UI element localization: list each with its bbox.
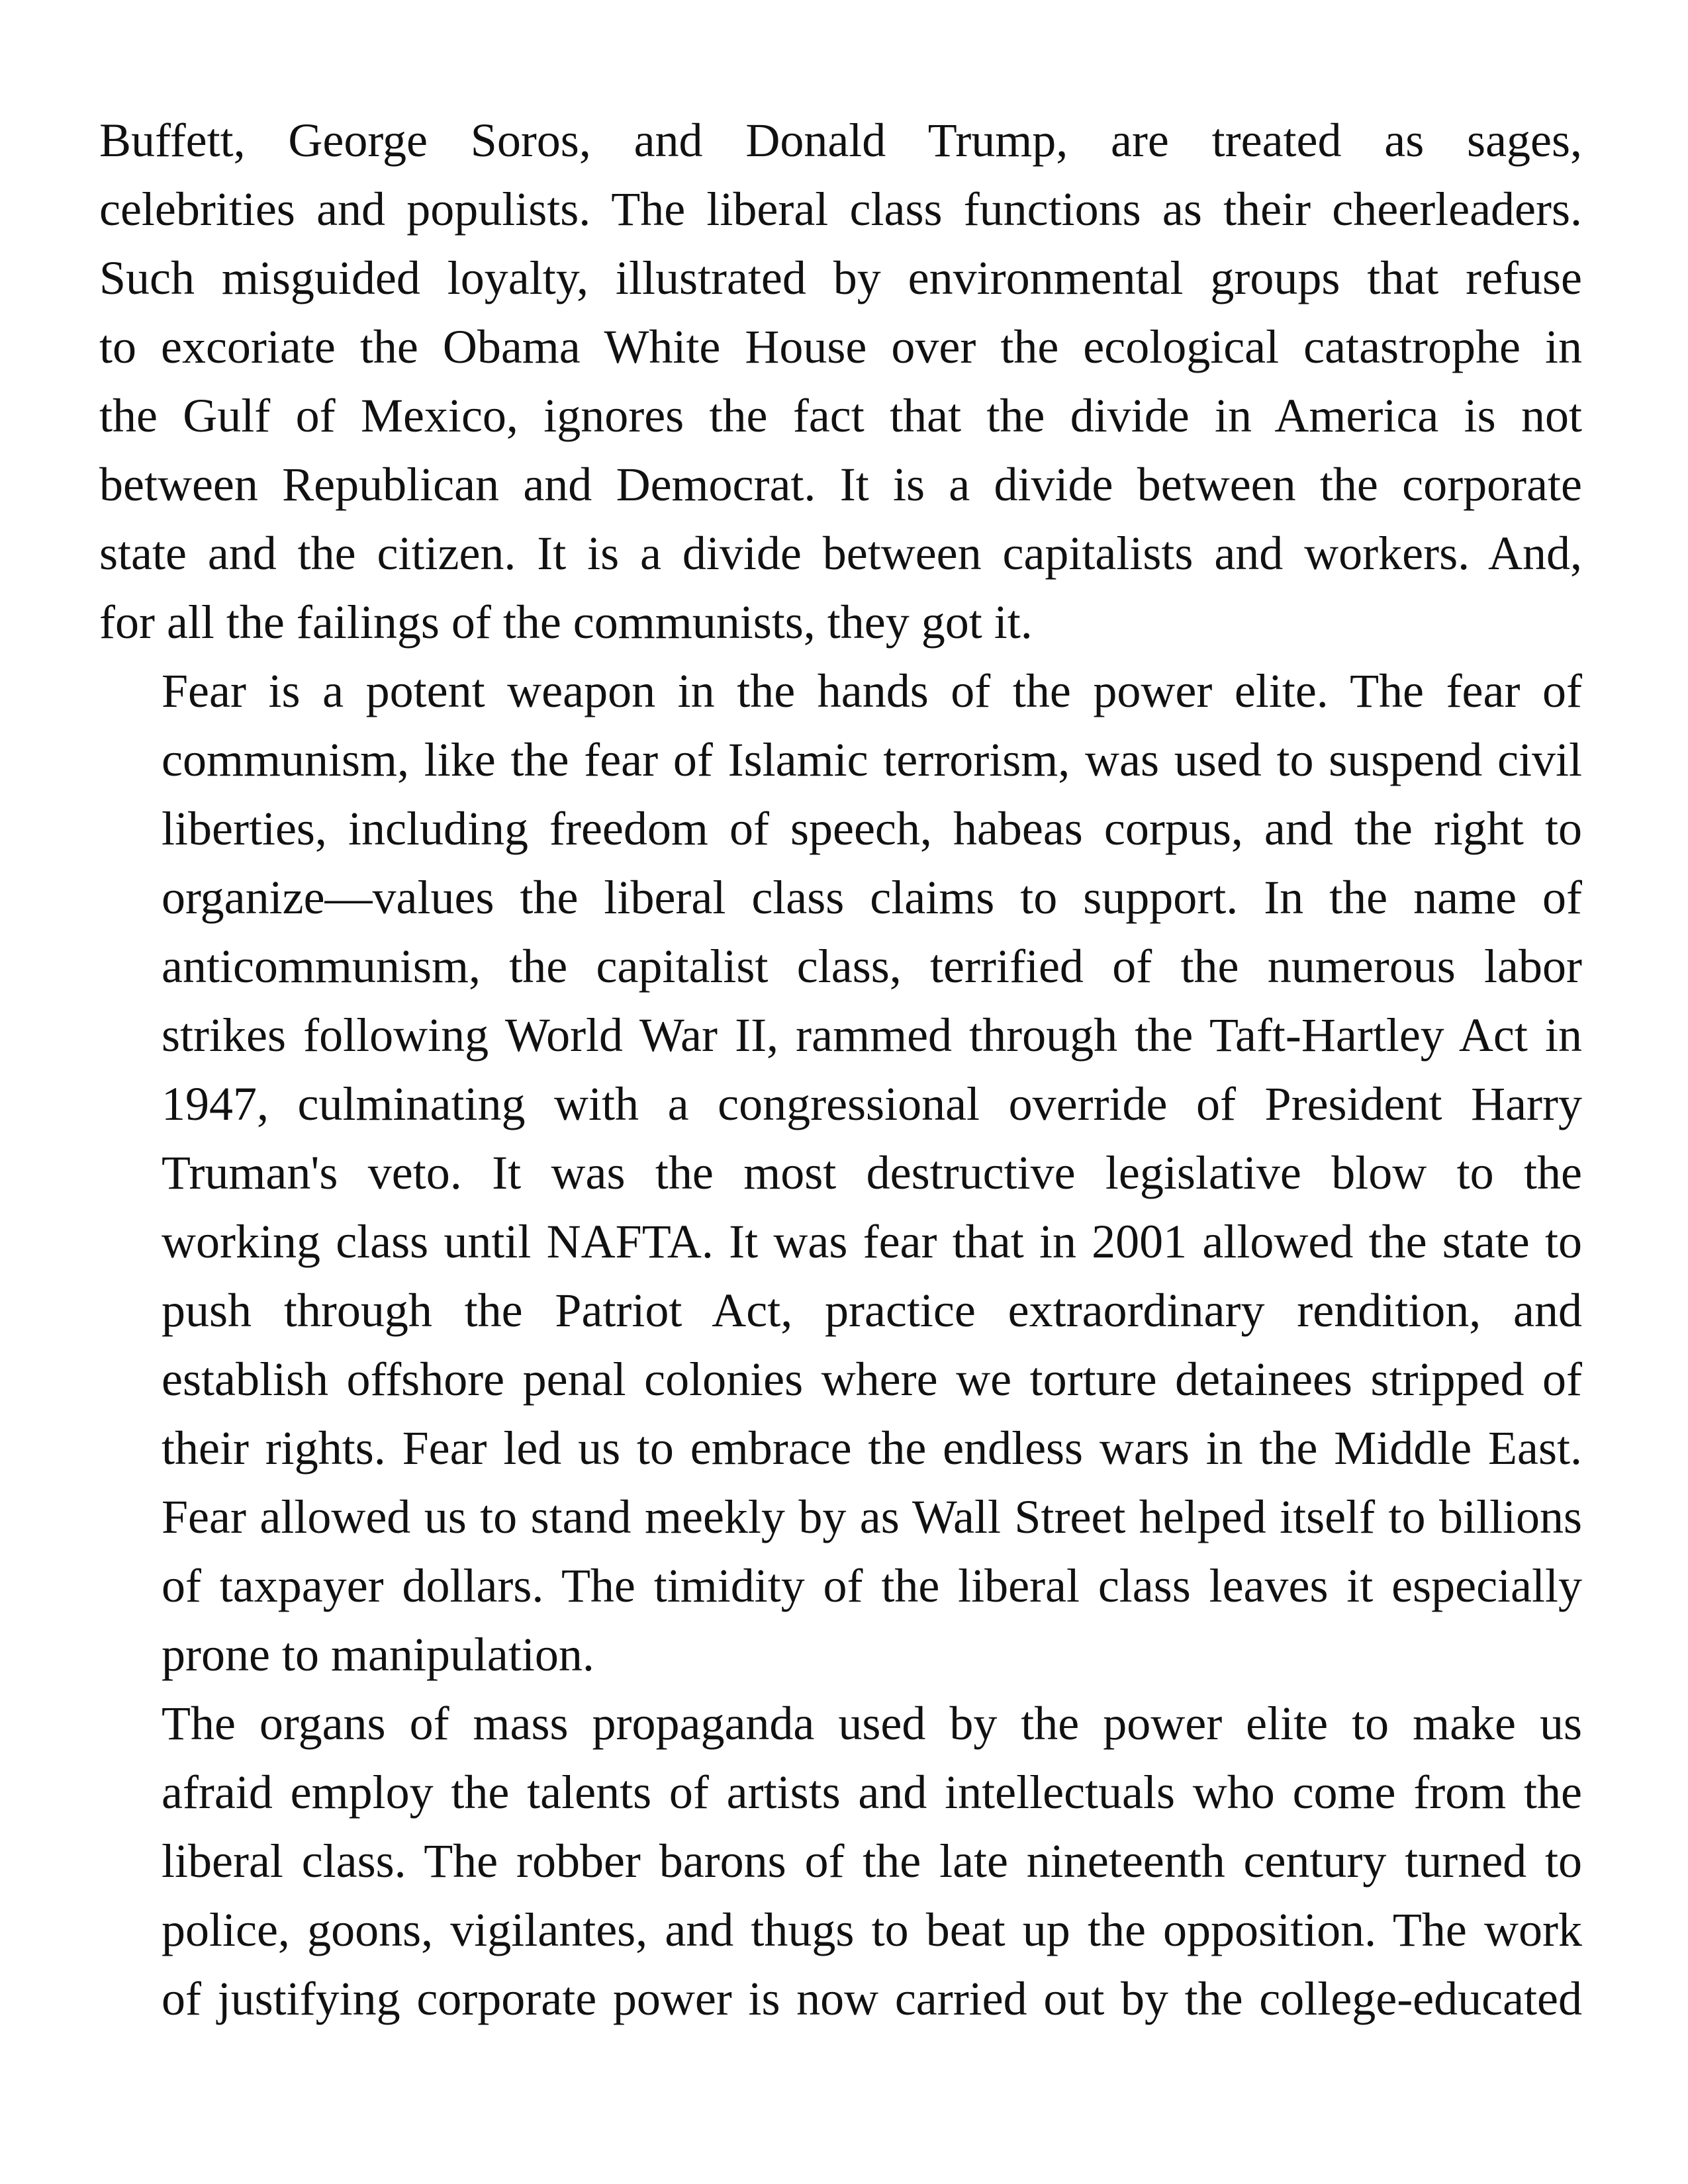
paragraph-2	[99, 657, 1582, 1689]
text-line: afraid employ the talents of artists and intellectuals who come from the	[162, 1766, 1582, 1819]
text-line: establish offshore penal colonies where we torture detainees stripped of	[162, 1353, 1582, 1406]
text-line: for all the failings of the communists, they got it.	[99, 596, 1033, 649]
text-line: the Gulf of Mexico, ignores the fact that the divide in America is not	[99, 389, 1582, 442]
text-line: liberties, including freedom of speech, habeas corpus, and the right to	[162, 802, 1582, 855]
text-line: organize—values the liberal class claims to support. In the name of	[162, 871, 1582, 924]
text-line: of justifying corporate power is now carried out by the college-educated	[162, 1972, 1582, 2025]
text-line: Truman's veto. It was the most destructive legislative blow to the	[162, 1146, 1582, 1199]
text-line: Such misguided loyalty, illustrated by environmental groups that refuse	[99, 251, 1582, 304]
text-line: of taxpayer dollars. The timidity of the liberal class leaves it especially	[162, 1559, 1582, 1612]
text-line: Fear is a potent weapon in the hands of the power elite. The fear of	[162, 664, 1582, 717]
text-line: strikes following World War II, rammed through the Taft-Hartley Act in	[162, 1009, 1582, 1062]
document-page	[99, 106, 1582, 2033]
paragraph-3	[99, 1689, 1582, 2033]
text-line: working class until NAFTA. It was fear that in 2001 allowed the state to	[162, 1215, 1582, 1268]
text-line: Buffett, George Soros, and Donald Trump, are treated as sages,	[99, 114, 1582, 167]
text-line: The organs of mass propaganda used by the power elite to make us	[162, 1697, 1582, 1750]
text-line: prone to manipulation.	[162, 1628, 594, 1681]
text-line: push through the Patriot Act, practice extraordinary rendition, and	[162, 1284, 1582, 1337]
text-line: to excoriate the Obama White House over the ecological catastrophe in	[99, 320, 1582, 373]
paragraph-1	[99, 106, 1582, 657]
text-line: anticommunism, the capitalist class, terrified of the numerous labor	[162, 940, 1582, 993]
text-line: police, goons, vigilantes, and thugs to beat up the opposition. The work	[162, 1903, 1582, 1956]
text-line: Fear allowed us to stand meekly by as Wall Street helped itself to billions	[162, 1490, 1582, 1543]
text-line: state and the citizen. It is a divide between capitalists and workers. And,	[99, 527, 1582, 580]
text-line: celebrities and populists. The liberal class functions as their cheerleaders.	[99, 183, 1582, 236]
text-line: liberal class. The robber barons of the late nineteenth century turned to	[162, 1835, 1582, 1888]
text-line: their rights. Fear led us to embrace the endless wars in the Middle East.	[162, 1422, 1582, 1475]
text-line: communism, like the fear of Islamic terrorism, was used to suspend civil	[162, 733, 1582, 786]
text-line: between Republican and Democrat. It is a divide between the corporate	[99, 458, 1582, 511]
text-line: 1947, culminating with a congressional override of President Harry	[162, 1077, 1582, 1130]
